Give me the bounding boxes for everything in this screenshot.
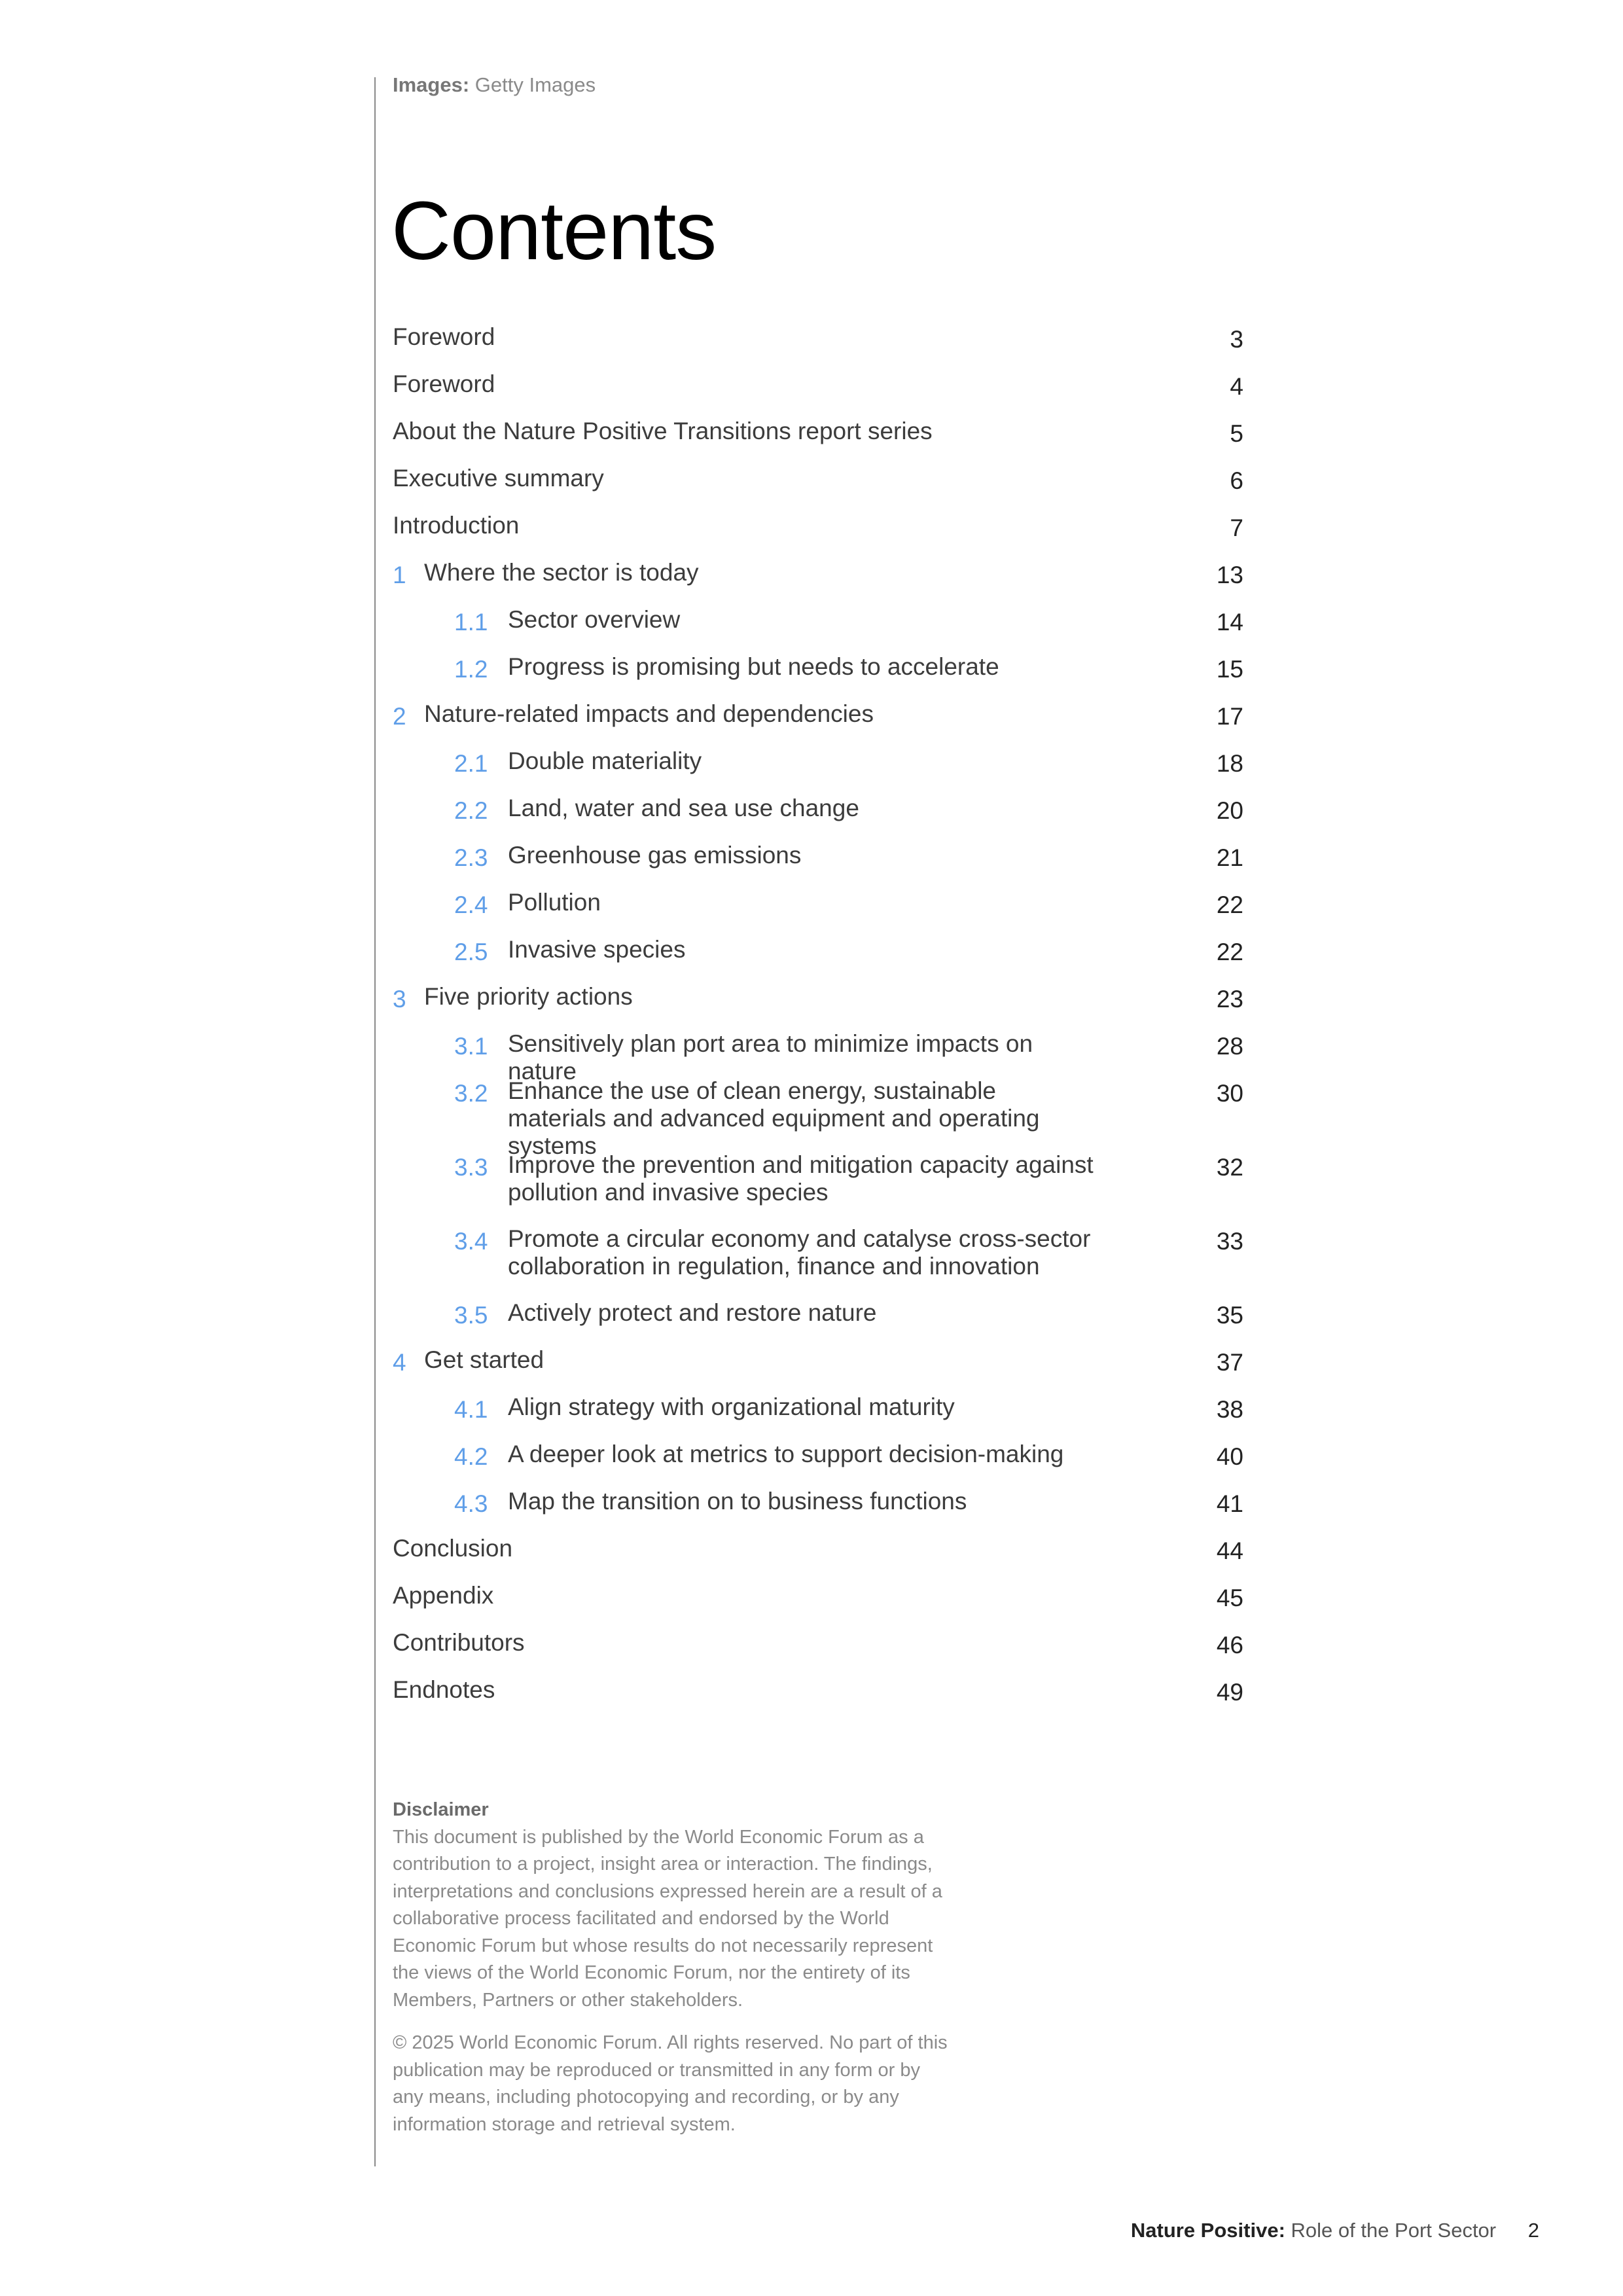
- toc-entry-label: Land, water and sea use change: [508, 795, 859, 821]
- toc-entry-label: Invasive species: [508, 936, 686, 963]
- toc-entry-label: Nature-related impacts and dependencies: [424, 700, 874, 727]
- toc-entry[interactable]: [393, 1030, 1243, 1085]
- toc-entry-page: 6: [1230, 467, 1243, 494]
- toc-entry-page: 38: [1216, 1396, 1243, 1423]
- image-credit: [393, 73, 596, 97]
- toc-entry[interactable]: [393, 1443, 1243, 1489]
- toc-entry-page: 28: [1216, 1033, 1243, 1060]
- toc-entry[interactable]: [393, 1346, 1243, 1395]
- toc-entry[interactable]: [393, 797, 1243, 843]
- toc-entry[interactable]: [393, 467, 1243, 513]
- toc-entry-label: Appendix: [393, 1582, 494, 1609]
- toc-entry[interactable]: [393, 1537, 1243, 1583]
- toc-entry[interactable]: [393, 1225, 1243, 1280]
- toc-entry-label: Align strategy with organizational maturity: [508, 1393, 955, 1420]
- image-credit-value: Getty Images: [474, 73, 596, 96]
- toc-entry-number: 3.5: [454, 1302, 488, 1329]
- toc-entry[interactable]: [393, 653, 1243, 702]
- toc-entry[interactable]: [393, 323, 1243, 372]
- toc-entry-page: 5: [1230, 420, 1243, 447]
- toc-entry-page: 15: [1216, 656, 1243, 683]
- toc-entry-page: 32: [1216, 1154, 1243, 1181]
- toc-entry-page: 46: [1216, 1632, 1243, 1659]
- toc-entry-page: 17: [1216, 703, 1243, 730]
- toc-entry-number: 2.5: [454, 939, 488, 965]
- toc-entry[interactable]: [393, 983, 1243, 1031]
- toc-entry-label: Foreword: [393, 370, 495, 397]
- toc-entry-number: 3.3: [454, 1154, 488, 1181]
- toc-entry[interactable]: [393, 936, 1243, 984]
- toc-entry-page: 40: [1216, 1443, 1243, 1470]
- toc-entry-page: 3: [1230, 326, 1243, 353]
- toc-entry[interactable]: [393, 370, 1243, 419]
- toc-entry-label: Endnotes: [393, 1676, 495, 1703]
- toc-entry-label: Improve the prevention and mitigation capacity against pollution and invasive species: [508, 1151, 1094, 1206]
- footer-title: Role of the Port Sector: [1291, 2219, 1497, 2242]
- toc-entry-number: 3.4: [454, 1228, 488, 1255]
- toc-entry[interactable]: [393, 1077, 1243, 1159]
- page-number: 2: [1527, 2219, 1539, 2242]
- toc-entry-page: 4: [1230, 373, 1243, 400]
- toc-entry-page: 33: [1216, 1228, 1243, 1255]
- toc-entry[interactable]: [393, 1151, 1243, 1206]
- toc-entry-number: 2.3: [454, 844, 488, 871]
- margin-rule: [374, 77, 376, 2166]
- toc-entry-number: 4: [393, 1349, 406, 1376]
- toc-entry[interactable]: [393, 891, 1243, 937]
- toc-entry-page: 30: [1216, 1080, 1243, 1107]
- toc-entry-number: 4.1: [454, 1396, 488, 1423]
- disclaimer: [393, 1797, 955, 2138]
- disclaimer-heading: Disclaimer: [393, 1799, 489, 1820]
- toc-entry-page: 41: [1216, 1490, 1243, 1517]
- copyright-notice: © 2025 World Economic Forum. All rights reserved. No part of this publication may be reproduced or transmitted in any form or by any means, including photocopying and recording, or by any information storage and retrieval system.: [393, 2032, 948, 2135]
- toc-entry[interactable]: [393, 700, 1243, 749]
- toc-entry-number: 3.2: [454, 1080, 488, 1107]
- toc-entry-label: Where the sector is today: [424, 559, 699, 586]
- toc-entry-label: A deeper look at metrics to support decision-making: [508, 1441, 1064, 1467]
- toc-entry-page: 49: [1216, 1679, 1243, 1706]
- toc-entry-label: Get started: [424, 1346, 544, 1373]
- toc-entry-page: 13: [1216, 562, 1243, 588]
- toc-entry-label: Sensitively plan port area to minimize impacts on nature: [508, 1030, 1033, 1085]
- toc-entry-number: 1: [393, 562, 406, 588]
- toc-entry-page: 14: [1216, 609, 1243, 636]
- toc-entry-page: 44: [1216, 1537, 1243, 1564]
- toc-entry-number: 2.1: [454, 750, 488, 777]
- page-footer: [1131, 2219, 1539, 2242]
- page-title: Contents: [391, 185, 717, 277]
- toc-entry-label: Double materiality: [508, 747, 702, 774]
- toc-entry[interactable]: [393, 1393, 1243, 1442]
- toc-entry-number: 2.2: [454, 797, 488, 824]
- toc-entry-label: Map the transition on to business functions: [508, 1488, 967, 1515]
- toc-entry[interactable]: [393, 1629, 1243, 1677]
- toc-entry[interactable]: [393, 747, 1243, 796]
- toc-entry-page: 35: [1216, 1302, 1243, 1329]
- toc-entry[interactable]: [393, 514, 1243, 560]
- toc-entry[interactable]: [393, 420, 1243, 466]
- toc-entry-number: 2: [393, 703, 406, 730]
- image-credit-label: Images:: [393, 73, 470, 96]
- toc-entry-label: Greenhouse gas emissions: [508, 842, 802, 869]
- toc-entry-number: 4.3: [454, 1490, 488, 1517]
- toc-entry-number: 4.2: [454, 1443, 488, 1470]
- toc-entry[interactable]: [393, 844, 1243, 890]
- toc-entry-label: Contributors: [393, 1629, 525, 1656]
- toc-entry-label: Enhance the use of clean energy, sustainable materials and advanced equipment and operating systems: [508, 1077, 1040, 1159]
- toc-entry-page: 20: [1216, 797, 1243, 824]
- toc-entry-label: Foreword: [393, 323, 495, 350]
- toc-entry[interactable]: [393, 1490, 1243, 1536]
- toc-entry-label: Five priority actions: [424, 983, 633, 1010]
- toc-entry-label: Sector overview: [508, 606, 681, 633]
- toc-entry-page: 21: [1216, 844, 1243, 871]
- toc-entry-label: Actively protect and restore nature: [508, 1299, 877, 1326]
- toc-entry-page: 37: [1216, 1349, 1243, 1376]
- toc-entry-number: 3.1: [454, 1033, 488, 1060]
- toc-entry[interactable]: [393, 1299, 1243, 1348]
- toc-entry-number: 2.4: [454, 891, 488, 918]
- toc-entry-label: Conclusion: [393, 1535, 513, 1562]
- footer-series: Nature Positive:: [1130, 2219, 1285, 2242]
- toc-entry-label: Promote a circular economy and catalyse cross-sector collaboration in regulation, finance and innovation: [508, 1225, 1091, 1280]
- toc-entry-label: About the Nature Positive Transitions report series: [393, 418, 933, 444]
- toc-entry-number: 1.2: [454, 656, 488, 683]
- toc-entry-label: Pollution: [508, 889, 601, 916]
- toc-entry-page: 45: [1216, 1585, 1243, 1611]
- toc-entry-page: 7: [1230, 514, 1243, 541]
- toc-entry-label: Introduction: [393, 512, 520, 539]
- toc-entry-label: Executive summary: [393, 465, 604, 492]
- toc-entry-page: 18: [1216, 750, 1243, 777]
- toc-entry-label: Progress is promising but needs to accelerate: [508, 653, 999, 680]
- toc-entry-number: 3: [393, 986, 406, 1013]
- toc-entry-page: 22: [1216, 891, 1243, 918]
- toc-entry-number: 1.1: [454, 609, 488, 636]
- disclaimer-body: This document is published by the World Economic Forum as a contribution to a project, insight area or interaction. The findings, interpretations and conclusions expressed herein are a result of a collaborative process facilitated and endorsed by the World Economic Forum but whose results do not necessarily represent the views of the World Economic Forum, nor the entirety of its Members, Partners or other stakeholders.: [393, 1826, 942, 2011]
- toc-entry[interactable]: [393, 559, 1243, 607]
- toc-entry-page: 23: [1216, 986, 1243, 1013]
- toc-entry[interactable]: [393, 1582, 1243, 1630]
- toc-entry-page: 22: [1216, 939, 1243, 965]
- toc-entry[interactable]: [393, 1676, 1243, 1725]
- toc-entry[interactable]: [393, 606, 1243, 655]
